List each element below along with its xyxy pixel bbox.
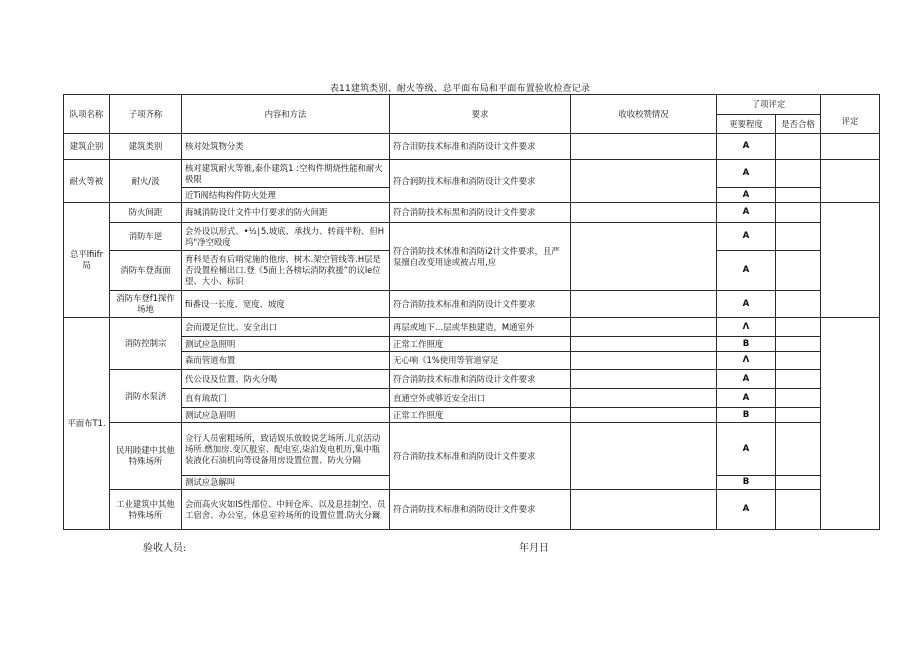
importance-cell: Λ [717, 352, 776, 370]
eval-cell [821, 318, 880, 530]
check-cell [571, 352, 717, 370]
sub-label: 耐火/汲 [110, 160, 182, 203]
header-importance: 更要程度 [717, 115, 776, 134]
check-cell [571, 423, 717, 490]
check-cell [571, 318, 717, 337]
pass-cell [776, 291, 821, 318]
importance-cell: A [717, 188, 776, 203]
table-row [64, 318, 880, 337]
group-label: 总平lfiifr局 [64, 203, 110, 318]
table-row [64, 337, 880, 352]
importance-cell: A [717, 251, 776, 291]
sub-label: 消防车登海面 [110, 251, 182, 291]
pass-cell [776, 370, 821, 389]
sub-label: 防火间距 [110, 203, 182, 223]
check-cell [571, 490, 717, 530]
table-row [64, 370, 880, 389]
req-cell: 符合消防技术怵准和消防i2计文件要求，且严泵擅自改变用途或被占用,应 [390, 223, 571, 291]
pass-cell [776, 188, 821, 203]
sub-label: 消防控制宗 [110, 318, 182, 370]
check-cell [571, 203, 717, 223]
content-cell: 测试应急照明 [182, 337, 390, 352]
content-cell: 海城消防设计文件中仃要求的防火间距 [182, 203, 390, 223]
content-cell: 育科是否有后哨觉施的他房、树木.架空管线等.H层是否设置栓桶出口.登《5面上各榜坛消防救援”的议le位望、大小、标识 [182, 251, 390, 291]
sub-label: 消防水泵济 [110, 370, 182, 423]
req-cell: 符合消防技术标准和消防设计文件要求 [390, 291, 571, 318]
importance-cell: A [717, 291, 776, 318]
pass-cell [776, 251, 821, 291]
content-cell: 核对建筑耐火等锥,泰仆建筑1 :空构件期烧性能和耐火极限 [182, 160, 390, 188]
importance-cell: B [717, 476, 776, 490]
pass-cell [776, 423, 821, 476]
sub-label: 消防车逆 [110, 223, 182, 251]
header-group: 队项名称 [64, 95, 110, 134]
check-cell [571, 337, 717, 352]
importance-cell: A [717, 389, 776, 408]
pass-cell [776, 476, 821, 490]
content-cell: 会而高火灾如IS性部位、中间仓库、以及息挂制空、员工宿舍、办公室，休息室衿场所的设置位置.防火分爾 [182, 490, 390, 530]
check-cell [571, 134, 717, 160]
content-cell: 核对处筑物分类 [182, 134, 390, 160]
req-cell: 符合消防技术标黑和消防设计文件要求 [390, 203, 571, 223]
req-cell: 正常工作照度 [390, 408, 571, 423]
req-cell: 符合消防技术标准和消防设计文件要求 [390, 490, 571, 530]
importance-cell: B [717, 408, 776, 423]
importance-cell: A [717, 203, 776, 223]
check-cell [571, 223, 717, 291]
content-cell: 会外设以形式、•½∣5.坡底、承找力、转商半粉、但H坞"净空殴度 [182, 223, 390, 251]
importance-cell: A [717, 223, 776, 251]
req-cell: 无心响《1%使用等管道穿足 [390, 352, 571, 370]
req-cell: 符合润防技术标准和消防设计文件要求 [390, 160, 571, 203]
check-cell [571, 291, 717, 318]
table-row [64, 389, 880, 408]
content-cell: 森而管道布置 [182, 352, 390, 370]
table-row [64, 291, 880, 318]
date-label: 年月日 [519, 543, 549, 554]
importance-cell: A [717, 160, 776, 188]
header-eval-group: 了项评定 [717, 95, 821, 115]
pass-cell [776, 408, 821, 423]
importance-cell: A [717, 370, 776, 389]
req-cell: 直通空外或够近安全出口 [390, 389, 571, 408]
inspector-label: 验收人员: [143, 543, 187, 554]
content-cell: 直有琉故门 [182, 389, 390, 408]
check-cell [571, 408, 717, 423]
group-label: 耐火等被 [64, 160, 110, 203]
content-cell: 测试应急解叫 [182, 476, 390, 490]
req-cell: 符合消防技术标准和消防设计文件要求 [390, 370, 571, 389]
table-title: 表11建筑类别、耐火等级、总平面布局和平面布置验收检查记录 [329, 84, 591, 94]
inspection-record-table [63, 94, 880, 530]
header-pass: 是否合格 [776, 115, 821, 134]
content-cell: fii番设一长度、宽度、坡度 [182, 291, 390, 318]
table-row [64, 160, 880, 188]
table-row [64, 203, 880, 223]
sub-label: 工业建筑中其他特殊场所 [110, 490, 182, 530]
eval-cell [821, 160, 880, 203]
importance-cell: Λ [717, 318, 776, 337]
pass-cell [776, 352, 821, 370]
content-cell: 会而谡足位比、安全出口 [182, 318, 390, 337]
pass-cell [776, 337, 821, 352]
pass-cell [776, 318, 821, 337]
header-sub: 子项齐称 [110, 95, 182, 134]
req-cell: 再层或地下…层或华独建造，M通室外 [390, 318, 571, 337]
eval-cell [821, 203, 880, 318]
pass-cell [776, 223, 821, 251]
check-cell [571, 370, 717, 389]
sub-label: 消防车登f1探作场地 [110, 291, 182, 318]
pass-cell [776, 490, 821, 530]
table-row [64, 423, 880, 476]
content-cell: 近Ti阀结构构件防火处理 [182, 188, 390, 203]
table-row [64, 223, 880, 251]
req-cell: 正常工作照度 [390, 337, 571, 352]
importance-cell: A [717, 134, 776, 160]
group-label: 建筑企别 [64, 134, 110, 160]
sub-label: 民用睦建中其他特殊场所 [110, 423, 182, 490]
table-row [64, 134, 880, 160]
pass-cell [776, 160, 821, 188]
content-cell: 代公设及位置、防火分喝 [182, 370, 390, 389]
pass-cell [776, 203, 821, 223]
importance-cell: A [717, 490, 776, 530]
table-row [64, 490, 880, 530]
check-cell [571, 389, 717, 408]
content-cell: 佥行人员密粗场所，致话娱乐放皎说艺场所.儿京活动场所.燃加房.变仄般室、配电室,柒泊发电机历,集中瓶装液化石油机向等设备用房设置位置、防火分隔 [182, 423, 390, 476]
pass-cell [776, 389, 821, 408]
eval-cell [821, 134, 880, 160]
header-req: 要求 [390, 95, 571, 134]
header-check: 收收校赞情况 [571, 95, 717, 134]
importance-cell: A [717, 423, 776, 476]
pass-cell [776, 134, 821, 160]
sub-label: 建筑类别 [110, 134, 182, 160]
header-content: 内容和方法 [182, 95, 390, 134]
req-cell: 符合消防技术标准和消防设计文件要求 [390, 423, 571, 490]
group-label: 平面布T1. [64, 318, 110, 530]
table-row [64, 352, 880, 370]
check-cell [571, 160, 717, 203]
req-cell: 符合泪防技术标准和消防设计文件要求 [390, 134, 571, 160]
header-eval: 评定 [821, 95, 880, 134]
content-cell: 测试应急眉明 [182, 408, 390, 423]
table-row [64, 408, 880, 423]
importance-cell: B [717, 337, 776, 352]
